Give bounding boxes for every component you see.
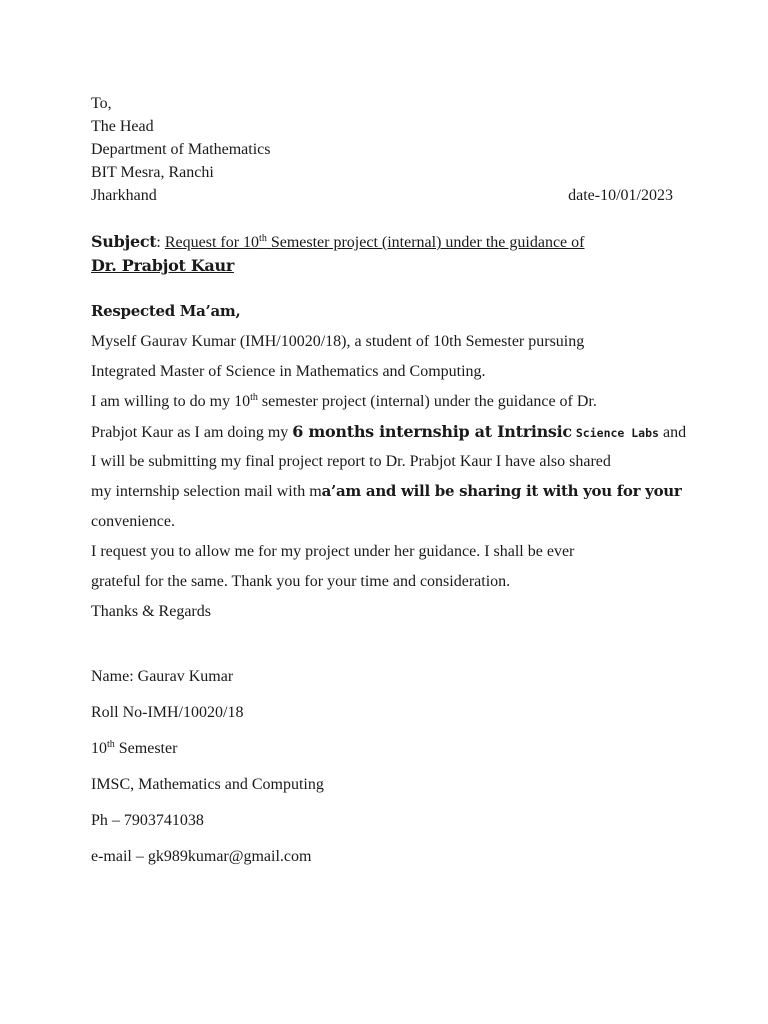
letter-date: date-10/01/2023	[568, 187, 673, 204]
salutation: Respected Ma’am,	[91, 302, 241, 320]
body-line-6: my internship selection mail with ma’am and will be sharing it with you for your	[91, 482, 682, 500]
signature-semester: 10th Semester	[91, 739, 178, 757]
body-line-4: Prabjot Kaur as I am doing my 6 months internship at Intrinsic Science Labs and	[91, 422, 687, 441]
body-line-1: Myself Gaurav Kumar (IMH/10020/18), a student of 10th Semester pursuing	[91, 333, 585, 350]
signature-program: IMSC, Mathematics and Computing	[91, 776, 324, 793]
subject-label: Subject	[91, 232, 157, 251]
subject-guide: Dr. Prabjot Kaur	[91, 256, 234, 275]
signature-roll: Roll No-IMH/10020/18	[91, 704, 244, 721]
body-line-5: I will be submitting my final project report to Dr. Prabjot Kaur I have also shared	[91, 453, 611, 470]
address-recipient: The Head	[91, 118, 154, 135]
body-line-8: I request you to allow me for my project under her guidance. I shall be ever	[91, 543, 575, 560]
subject-colon: :	[156, 234, 161, 251]
body-line-9: grateful for the same. Thank you for your time and consideration.	[91, 573, 511, 590]
address-department: Department of Mathematics	[91, 141, 271, 158]
body-line-3: I am willing to do my 10th semester project (internal) under the guidance of Dr.	[91, 392, 597, 410]
signature-email: e-mail – gk989kumar@gmail.com	[91, 848, 312, 865]
internship-highlight: 6 months internship at Intrinsic	[292, 422, 572, 441]
address-institute: BIT Mesra, Ranchi	[91, 164, 214, 181]
body-line-2: Integrated Master of Science in Mathematics and Computing.	[91, 363, 486, 380]
address-state: Jharkhand	[91, 187, 157, 204]
closing: Thanks & Regards	[91, 603, 211, 620]
subject-text: Request for 10th Semester project (internal) under the guidance of	[164, 233, 585, 251]
body-line-7: convenience.	[91, 513, 175, 530]
company-name: Science Labs	[575, 426, 659, 440]
signature-name: Name: Gaurav Kumar	[91, 668, 234, 685]
subject-line	[91, 230, 584, 254]
address-to: To,	[91, 95, 112, 112]
signature-phone: Ph – 7903741038	[91, 812, 204, 829]
